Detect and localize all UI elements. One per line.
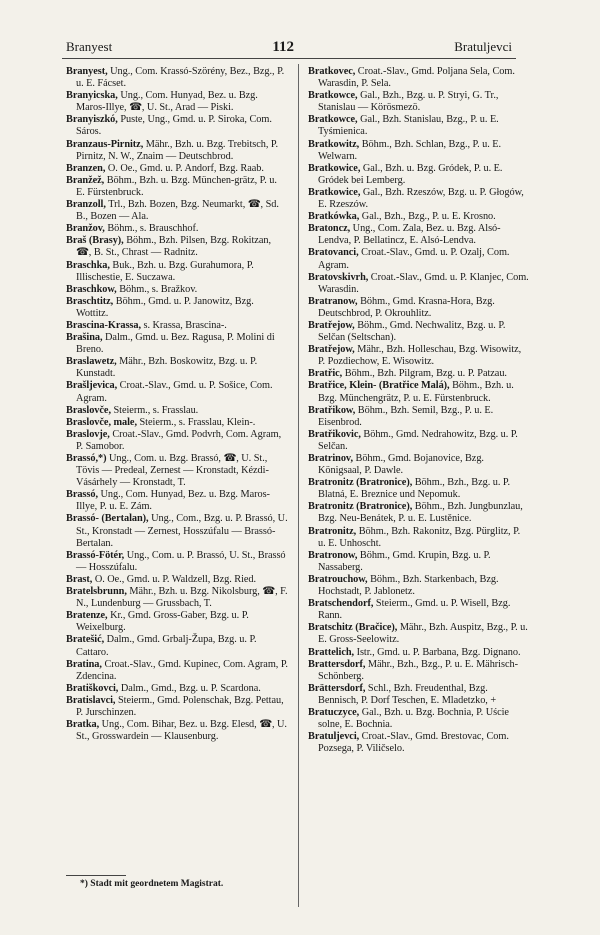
entry-text: Böhm., Bzh. u. Bzg. München-grätz, P. u. E. Fürstenbruck.	[76, 174, 277, 198]
entry-headword: Bratešić,	[66, 634, 105, 646]
gazetteer-entry	[66, 284, 288, 296]
header-right-word: Bratuljevci	[454, 39, 512, 54]
entry-text: Steierm., Gmd. u. P. Wisell, Bzg. Rann.	[318, 598, 511, 622]
gazetteer-entry	[66, 380, 288, 404]
entry-text: Gal., Bzh., Bzg., P. u. E. Krosno.	[359, 211, 496, 223]
gazetteer-entry	[308, 380, 530, 404]
gazetteer-entry	[66, 114, 288, 138]
entry-headword: Brašina,	[66, 332, 103, 344]
entry-headword: Bratřejow,	[308, 344, 355, 356]
entry-headword: Brassó-Fötér,	[66, 549, 125, 561]
entry-headword: Braslawetz,	[66, 356, 117, 368]
entry-text: Ung., Com. u. Bzg. Brassó, ☎, U. St., Tövis — Predeal, Zernest — Kronstadt, Kézdi-Vásárhely — Kronstadt, T.	[76, 453, 269, 489]
gazetteer-entry	[66, 90, 288, 114]
entry-headword: Braslovje,	[66, 428, 110, 440]
entry-text: Mähr., Bzh. u. Bzg. Trebitsch, P. Pirnitz, N. W., Znaim — Deutschbrod.	[76, 138, 278, 162]
gazetteer-entry	[66, 223, 288, 235]
gazetteer-entry	[308, 405, 530, 429]
entry-headword: Bratronitz,	[308, 525, 357, 537]
gazetteer-entry	[308, 453, 530, 477]
column-divider	[298, 64, 299, 907]
gazetteer-entry	[66, 634, 288, 658]
entry-text: Böhm., Bzh. Rakonitz, Bzg. Pürglitz, P. u. E. Unhoscht.	[318, 525, 521, 549]
entry-headword: Bratranow,	[308, 295, 358, 307]
footnote: *) Stadt mit geordnetem Magistrat.	[80, 879, 224, 889]
gazetteer-entry	[66, 417, 288, 429]
gazetteer-entry	[66, 235, 288, 259]
gazetteer-entry	[308, 66, 530, 90]
gazetteer-entry	[308, 683, 530, 707]
entry-text: Gal., Bzh. Stanislau, Bzg., P. u. E. Tyśmienica.	[318, 114, 499, 138]
entry-text: Steierm., s. Frasslau.	[110, 404, 199, 416]
gazetteer-entry	[66, 260, 288, 284]
gazetteer-entry	[66, 586, 288, 610]
entry-text: Croat.-Slav., Gmd. u. P. Klanjec, Com. Warasdin.	[318, 271, 529, 295]
entry-headword: Bratuczyce,	[308, 706, 360, 718]
entry-headword: Bratkowce,	[308, 114, 358, 126]
gazetteer-entry	[308, 622, 530, 646]
entry-text: Mähr., Bzh. u. Bzg. Nikolsburg, ☎, F. N., Lundenburg — Grussbach, T.	[76, 586, 288, 610]
header-left-word: Branyest	[66, 39, 113, 54]
entry-text: Böhm., Bzh. Jungbunzlau, Bzg. Neu-Benátek, P. u. E. Lustěnice.	[318, 501, 523, 525]
gazetteer-entry	[66, 356, 288, 380]
entry-text: Gal., Bzh. u. Bzg. Gródek, P. u. E. Gródek bei Lemberg.	[318, 162, 503, 186]
entry-text: O. Oe., Gmd. u. P. Andorf, Bzg. Raab.	[105, 162, 264, 174]
entry-text: Böhm., Bzh. Pilsen, Bzg. Rokitzan, ☎, B. St., Chrast — Radnitz.	[76, 235, 271, 259]
gazetteer-entry	[66, 610, 288, 634]
gazetteer-entry	[66, 695, 288, 719]
entry-text: Buk., Bzh. u. Bzg. Gurahumora, P. Illischestie, E. Suczawa.	[76, 259, 254, 283]
entry-text: Croat.-Slav., Gmd. Brestovac, Com. Pozsega, P. Viličselo.	[318, 731, 509, 755]
entry-headword: Bratovanci,	[308, 247, 359, 259]
entry-text: Böhm., Gmd. Krasna-Hora, Bzg. Deutschbrod, P. Okrouhlitz.	[318, 295, 495, 319]
entry-text: Gal., Bzh. u. Bzg. Bochnia, P. Uście solne, E. Bochnia.	[318, 706, 509, 731]
gazetteer-entry	[308, 163, 530, 187]
entry-headword: Bratronitz (Bratronice),	[308, 477, 413, 489]
gazetteer-entry	[66, 453, 288, 489]
entry-text: Croat.-Slav., Gmd. Podvrh, Com. Agram, P. Samobor.	[76, 428, 282, 452]
entry-headword: Brascina-Krassa,	[66, 319, 141, 331]
entry-text: Ung., Com. Zala, Bez. u. Bzg. Alsó-Lendva, P. Bellatincz, E. Alsó-Lendva.	[318, 223, 501, 247]
entry-text: Böhm., Bzh. Pilgram, Bzg. u. P. Patzau.	[342, 368, 507, 380]
entry-text: Ung., Com. Bihar, Bez. u. Bzg. Elesd, ☎, U. St., Grosswardein — Klausenburg.	[76, 719, 287, 743]
gazetteer-entry	[308, 550, 530, 574]
gazetteer-entry	[308, 223, 530, 247]
entry-headword: Bratkowice,	[308, 162, 361, 174]
entry-text: Gal., Bzh., Bzg. u. P. Stryi, G. Tr., Stanislau — Körösmezö.	[318, 90, 499, 114]
gazetteer-entry	[308, 707, 530, 731]
gazetteer-entry	[66, 429, 288, 453]
entry-headword: Bratuljevci,	[308, 731, 360, 743]
gazetteer-entry	[308, 574, 530, 598]
gazetteer-entry	[66, 719, 288, 743]
entry-text: Croat.-Slav., Gmd. u. P. Ozalj, Com. Agram.	[318, 247, 510, 271]
gazetteer-entry	[66, 175, 288, 199]
entry-text: Steierm., s. Frasslau, Klein-.	[136, 416, 256, 428]
gazetteer-entry	[66, 139, 288, 163]
gazetteer-entry	[308, 526, 530, 550]
entry-text: Böhm., Bzh., Bzg. u. P. Blatná, E. Breznice und Nepomuk.	[318, 477, 510, 501]
footnote-rule	[66, 875, 126, 876]
entry-headword: Bratřice, Klein- (Bratřice Malá),	[308, 380, 450, 392]
header-rule	[62, 58, 516, 59]
entry-headword: Bratkówka,	[308, 211, 360, 223]
entry-text: Böhm., Gmd. Krupin, Bzg. u. P. Nassaberg.	[318, 549, 491, 573]
entry-text: Mähr., Bzh., Bzg., P. u. E. Mährisch-Schönberg.	[318, 658, 518, 682]
entry-headword: Branyiszkó,	[66, 114, 118, 126]
entry-headword: Bratkovec,	[308, 66, 356, 77]
entry-headword: Bratschitz (Bračice),	[308, 622, 398, 634]
entry-text: Croat.-Slav., Gmd. u. P. Sošice, Com. Agram.	[76, 380, 273, 404]
entry-text: Böhm., Bzh. u. Bzg. Münchengrätz, P. u. E. Fürstenbruck.	[318, 380, 514, 404]
entry-headword: Brassó,	[66, 489, 98, 501]
entry-headword: Bratschendorf,	[308, 598, 374, 610]
entry-headword: Bratkowitz,	[308, 138, 360, 150]
entry-text: Dalm., Gmd. u. Bez. Ragusa, P. Molini di Breno.	[76, 332, 275, 356]
gazetteer-entry	[308, 320, 530, 344]
entry-text: Böhm., Gmd. Nechwalitz, Bzg. u. P. Selčan (Seltschan).	[318, 319, 506, 344]
entry-text: Croat.-Slav., Gmd. Poljana Sela, Com. Warasdin, P. Sela.	[318, 66, 515, 90]
entry-text: Kr., Gmd. Gross-Gaber, Bzg. u. P. Weixelburg.	[76, 610, 249, 634]
gazetteer-entry	[66, 659, 288, 683]
entry-text: Puste, Ung., Gmd. u. P. Siroka, Com. Sáros.	[76, 114, 272, 138]
entry-headword: Branzoll,	[66, 199, 106, 211]
entry-text: Mähr., Bzh. Auspitz, Bzg., P. u. E. Gross-Seelowitz.	[318, 622, 528, 646]
entry-headword: Branyest,	[66, 66, 108, 77]
entry-headword: Braschka,	[66, 259, 110, 271]
entry-headword: Brattersdorf,	[308, 658, 366, 670]
gazetteer-entry	[308, 344, 530, 368]
gazetteer-entry	[308, 211, 530, 223]
entry-text: Schl., Bzh. Freudenthal, Bzg. Bennisch, P. Dorf Teschen, E. Mladetzko, +	[318, 682, 497, 706]
entry-headword: Braslovče, male,	[66, 416, 137, 428]
entry-headword: Braschtitz,	[66, 295, 114, 307]
entry-text: O. Oe., Gmd. u. P. Waldzell, Bzg. Ried.	[92, 573, 257, 585]
entry-headword: Branyicska,	[66, 90, 118, 102]
page-header	[66, 38, 512, 56]
gazetteer-entry	[308, 114, 530, 138]
gazetteer-entry	[308, 368, 530, 380]
entry-text: Böhm., Gmd. u. P. Janowitz, Bzg. Wottitz.	[76, 295, 254, 319]
entry-headword: Bratrouchow,	[308, 573, 368, 585]
entry-headword: Branžež,	[66, 174, 105, 186]
gazetteer-entry	[308, 90, 530, 114]
gazetteer-entry	[66, 513, 288, 549]
gazetteer-entry	[66, 405, 288, 417]
entry-headword: Branžov,	[66, 223, 105, 235]
gazetteer-entry	[308, 272, 530, 296]
entry-text: Mähr., Bzh. Boskowitz, Bzg. u. P. Kunstadt.	[76, 356, 258, 380]
entry-text: Dalm., Gmd., Bzg. u. P. Scardona.	[118, 682, 261, 694]
entry-headword: Bratřic,	[308, 368, 343, 380]
entry-text: Trl., Bzh. Bozen, Bzg. Neumarkt, ☎, Sd. B., Bozen — Ala.	[76, 199, 279, 223]
gazetteer-entry	[66, 574, 288, 586]
entry-headword: Bratoncz,	[308, 223, 351, 235]
entry-text: Böhm., s. Bražkov.	[116, 283, 198, 295]
entry-headword: Bratřejow,	[308, 319, 355, 331]
gazetteer-entry	[308, 296, 530, 320]
entry-headword: Bratovskivrh,	[308, 271, 369, 283]
entry-headword: Bratina,	[66, 658, 102, 670]
page-number: 112	[272, 38, 295, 55]
entry-headword: Braš (Brasy),	[66, 235, 124, 247]
entry-headword: Brassó,*)	[66, 453, 107, 464]
gazetteer-entry	[66, 66, 288, 90]
gazetteer-entry	[66, 296, 288, 320]
gazetteer-entry	[308, 598, 530, 622]
entry-headword: Bratka,	[66, 719, 100, 731]
entry-text: s. Krassa, Brascina-.	[141, 319, 227, 331]
entry-text: Ung., Com. Hunyad, Bez. u. Bzg. Maros-Illye, ☎, U. St., Arad — Piski.	[76, 90, 258, 114]
entry-headword: Braslovče,	[66, 404, 111, 416]
gazetteer-entry	[308, 659, 530, 683]
gazetteer-entry	[308, 139, 530, 163]
entry-headword: Bratiškovci,	[66, 682, 119, 694]
entry-headword: Bratkowce,	[308, 90, 358, 102]
entry-headword: Bratrinov,	[308, 453, 353, 464]
gazetteer-entry	[308, 501, 530, 525]
entry-headword: Branzaus-Pirnitz,	[66, 138, 144, 150]
entry-headword: Brašljevica,	[66, 380, 118, 392]
entry-text: Böhm., s. Brauschhof.	[104, 223, 199, 235]
entry-headword: Bratřikovic,	[308, 428, 361, 440]
entry-headword: Brattelich,	[308, 646, 355, 658]
entry-text: Ung., Com. Krassó-Szörény, Bez., Bzg., P. u. E. Fácset.	[76, 66, 285, 90]
entry-headword: Bratronow,	[308, 549, 358, 561]
entry-text: Gal., Bzh. Rzeszów, Bzg. u. P. Głogów, E. Rzeszów.	[318, 186, 524, 211]
entry-text: Croat.-Slav., Gmd. Kupinec, Com. Agram, P. Zdencina.	[76, 658, 288, 682]
entry-headword: Bratislavci,	[66, 694, 116, 706]
gazetteer-entry	[66, 199, 288, 223]
entry-text: Ung., Com., Bzg. u. P. Brassó, U. St., Kronstadt — Zernest, Hosszúfalu — Brassó-Bertalan.	[76, 513, 288, 549]
gazetteer-entry	[66, 163, 288, 175]
gazetteer-entry	[66, 320, 288, 332]
entry-text: Steierm., Gmd. Polenschak, Bzg. Pettau, P. Jurschinzen.	[76, 694, 284, 718]
gazetteer-entry	[308, 187, 530, 211]
gazetteer-entry	[308, 247, 530, 271]
entry-headword: Bratelsbrunn,	[66, 586, 127, 598]
gazetteer-entry	[66, 332, 288, 356]
entry-headword: Bratronitz (Bratronice),	[308, 501, 413, 513]
entry-headword: Braschkow,	[66, 283, 117, 295]
gazetteer-entry	[308, 429, 530, 453]
entry-text: Istr., Gmd. u. P. Barbana, Bzg. Dignano.	[354, 646, 521, 658]
gazetteer-entry	[66, 683, 288, 695]
entry-headword: Bratenze,	[66, 610, 108, 622]
gazetteer-entry	[308, 477, 530, 501]
entry-text: Böhm., Gmd. Bojanovice, Bzg. Königsaal, P. Dawle.	[318, 453, 484, 477]
entry-text: Böhm., Gmd. Nedrahowitz, Bzg. u. P. Selčan.	[318, 428, 518, 452]
entry-text: Ung., Com. Hunyad, Bez. u. Bzg. Maros-Illye, P. u. E. Zám.	[76, 489, 270, 513]
gazetteer-entry	[66, 489, 288, 513]
entry-headword: Bratkowice,	[308, 186, 361, 198]
entry-text: Böhm., Bzh. Starkenbach, Bzg. Hochstadt, P. Jablonetz.	[318, 573, 499, 598]
gazetteer-entry	[308, 647, 530, 659]
entry-text: Mähr., Bzh. Holleschau, Bzg. Wisowitz, P. Pozdiechow, E. Wisowitz.	[318, 344, 522, 368]
entry-headword: Branzen,	[66, 162, 106, 174]
entry-headword: Brättersdorf,	[308, 682, 366, 694]
entry-headword: Brast,	[66, 573, 93, 585]
right-column	[308, 66, 530, 755]
gazetteer-entry	[66, 550, 288, 574]
entry-text: Ung., Com. u. P. Brassó, U. St., Brassó — Hosszúfalu.	[76, 549, 286, 573]
entry-text: Böhm., Bzh. Semil, Bzg., P. u. E. Eisenbrod.	[318, 404, 494, 428]
entry-text: Böhm., Bzh. Schlan, Bzg., P. u. E. Welwarn.	[318, 138, 502, 162]
entry-headword: Brassó- (Bertalan),	[66, 513, 149, 525]
entry-text: Dalm., Gmd. Grbalj-Župa, Bzg. u. P. Cattaro.	[76, 634, 257, 658]
entry-headword: Bratřikow,	[308, 404, 356, 416]
left-column	[66, 66, 288, 743]
gazetteer-entry	[308, 731, 530, 755]
